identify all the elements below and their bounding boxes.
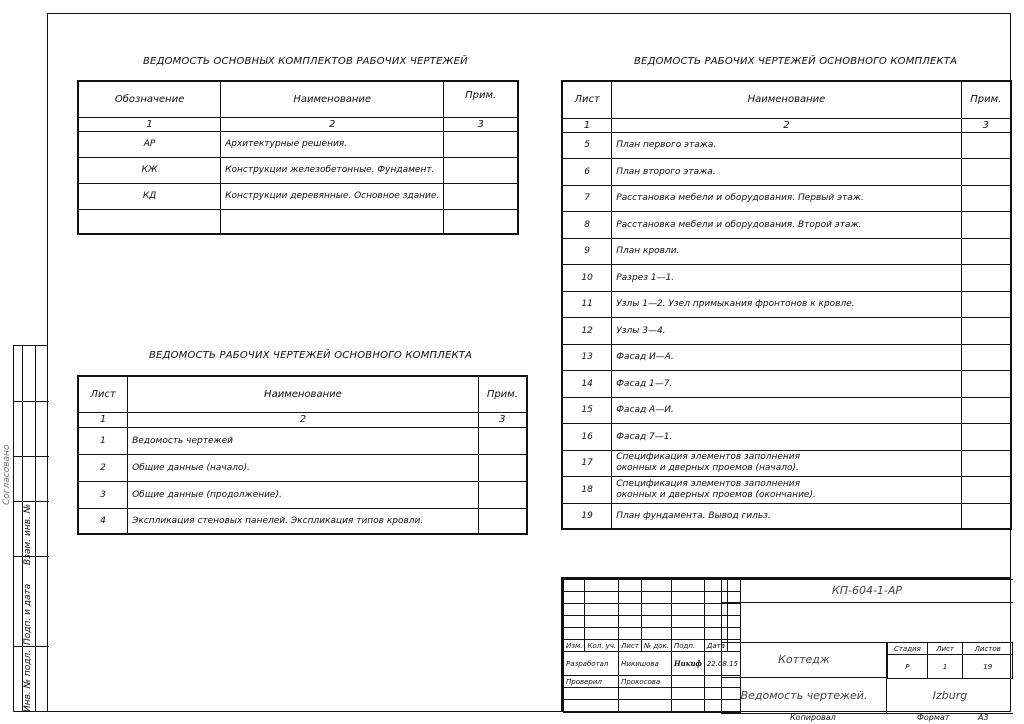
name-cell: Архитектурные решения. xyxy=(221,131,444,157)
sheet-name-cell: Разрез 1—1. xyxy=(612,265,961,292)
sheet-number-cell: 14 xyxy=(562,371,612,398)
vzam-inv-label: Взам. инв. № xyxy=(23,503,33,565)
table-row xyxy=(78,427,527,454)
header-sheet: Лист xyxy=(78,376,128,412)
table-row xyxy=(562,212,1011,239)
object-name: Коттедж xyxy=(778,653,830,666)
note-cell xyxy=(961,238,1011,265)
list-label: Лист xyxy=(927,643,963,655)
title-block xyxy=(561,577,1011,712)
name-cell xyxy=(221,209,444,234)
soglasovano-label: Согласовано xyxy=(2,444,12,505)
name-developer: Никишова xyxy=(619,652,672,676)
table-row xyxy=(562,344,1011,371)
designation-cell: КЖ xyxy=(78,157,221,183)
note-cell xyxy=(961,132,1011,159)
sheet-name-cell: Общие данные (начало). xyxy=(128,454,479,481)
note-cell xyxy=(444,131,518,157)
format-value: А3 xyxy=(978,713,989,722)
note-cell xyxy=(961,318,1011,345)
col-dok-label: № док. xyxy=(641,640,671,652)
sheet-name-cell: Фасад И—А. xyxy=(612,344,961,371)
note-cell xyxy=(961,450,1011,477)
column-number: 3 xyxy=(961,118,1011,132)
sheet-number-cell: 2 xyxy=(78,454,128,481)
column-number: 1 xyxy=(78,117,221,131)
sheet-number-cell: 7 xyxy=(562,185,612,212)
sheets-right-table-title: ВЕДОМОСТЬ РАБОЧИХ ЧЕРТЕЖЕЙ ОСНОВНОГО КОМПЛЕКТА xyxy=(634,56,958,67)
sheet-name-cell: Расстановка мебели и оборудования. Второй этаж. xyxy=(612,212,961,239)
table-row xyxy=(562,450,1011,477)
column-number: 2 xyxy=(612,118,961,132)
sheet-name-cell: Узлы 1—2. Узел примыкания фронтонов к кровле. xyxy=(612,291,961,318)
stadiya-label: Стадия xyxy=(888,643,928,655)
table-row xyxy=(78,157,518,183)
note-cell xyxy=(478,508,527,534)
sheet-number-cell: 6 xyxy=(562,159,612,186)
designation-cell: АР xyxy=(78,131,221,157)
header-note: Прим. xyxy=(444,81,518,117)
name-checker: Прокосова xyxy=(619,676,672,688)
company-name: Izburg xyxy=(932,689,968,702)
table-row xyxy=(562,265,1011,292)
table-row xyxy=(562,424,1011,451)
sets-table-title: ВЕДОМОСТЬ ОСНОВНЫХ КОМПЛЕКТОВ РАБОЧИХ ЧЕРТЕЖЕЙ xyxy=(143,56,468,67)
header-sheet: Лист xyxy=(562,81,612,118)
note-cell xyxy=(961,397,1011,424)
table-row xyxy=(562,477,1011,504)
role-checker: Проверил xyxy=(564,676,619,688)
document-code: КП-604-1-АР xyxy=(831,584,903,597)
column-number: 3 xyxy=(444,117,518,131)
table-row xyxy=(562,132,1011,159)
sheets-left-table xyxy=(77,375,528,535)
col-kol-label: Кол. уч. xyxy=(585,640,619,652)
header-note: Прим. xyxy=(961,81,1011,118)
header-note: Прим. xyxy=(478,376,527,412)
podp-data-label: Подп. и дата xyxy=(23,583,33,645)
table-row xyxy=(562,159,1011,186)
col-izm-label: Изм. xyxy=(564,640,585,652)
sheet-name-cell: Общие данные (продолжение). xyxy=(128,481,479,508)
sheet-number-cell: 3 xyxy=(78,481,128,508)
sheet-number-cell: 17 xyxy=(562,450,612,477)
col-data-label: Дата xyxy=(704,640,727,652)
sheet-name-cell: Фасад А—И. xyxy=(612,397,961,424)
sheet-number-cell: 11 xyxy=(562,291,612,318)
header-name: Наименование xyxy=(612,81,961,118)
note-cell xyxy=(961,159,1011,186)
header-name: Наименование xyxy=(221,81,444,117)
role-developer: Разработал xyxy=(564,652,619,676)
header-designation: Обозначение xyxy=(78,81,221,117)
note-cell xyxy=(961,291,1011,318)
sheet-name-cell: Фасад 1—7. xyxy=(612,371,961,398)
format-label: Формат xyxy=(917,713,950,722)
column-number: 3 xyxy=(478,412,527,427)
col-podp-label: Подп. xyxy=(672,640,705,652)
table-row xyxy=(562,371,1011,398)
sheet-name-cell: Фасад 7—1. xyxy=(612,424,961,451)
sheet-name-cell: Спецификация элементов заполнения оконных и дверных проемов (начало). xyxy=(612,450,961,477)
note-cell xyxy=(444,183,518,209)
sheet-name-cell: Ведомость чертежей xyxy=(128,427,479,454)
column-number: 1 xyxy=(562,118,612,132)
sheet-name-cell: План фундамента. Вывод гильз. xyxy=(612,503,961,529)
note-cell xyxy=(961,371,1011,398)
note-cell xyxy=(961,503,1011,529)
inv-podl-label: Инв. № подл. xyxy=(23,649,33,712)
sheet-number-cell: 19 xyxy=(562,503,612,529)
table-row xyxy=(78,131,518,157)
listov-label: Листов xyxy=(963,643,1013,655)
name-cell: Конструкции железобетонные. Фундамент. xyxy=(221,157,444,183)
sheet-name-cell: План первого этажа. xyxy=(612,132,961,159)
column-number: 1 xyxy=(78,412,128,427)
sheets-right-table xyxy=(561,80,1012,530)
sheet-title: Ведомость чертежей. xyxy=(740,689,868,702)
table-row xyxy=(78,508,527,534)
table-row xyxy=(562,318,1011,345)
table-row xyxy=(78,183,518,209)
kopiroval-label: Копировал xyxy=(790,713,836,722)
sheet-name-cell: Экспликация стеновых панелей. Экспликация типов кровли. xyxy=(128,508,479,534)
table-row xyxy=(562,238,1011,265)
sets-table xyxy=(77,80,519,235)
column-number: 2 xyxy=(221,117,444,131)
sheet-number-cell: 15 xyxy=(562,397,612,424)
list-value: 1 xyxy=(927,655,963,679)
date-developer: 22.08.15 xyxy=(704,652,740,676)
sheet-number-cell: 18 xyxy=(562,477,612,504)
sheet-name-cell: План кровли. xyxy=(612,238,961,265)
signature: Никиф xyxy=(672,652,705,676)
note-cell xyxy=(478,481,527,508)
sheet-number-cell: 16 xyxy=(562,424,612,451)
name-cell: Конструкции деревянные. Основное здание. xyxy=(221,183,444,209)
note-cell xyxy=(961,265,1011,292)
sheet-name-cell: Расстановка мебели и оборудования. Первый этаж. xyxy=(612,185,961,212)
designation-cell xyxy=(78,209,221,234)
sheet-number-cell: 13 xyxy=(562,344,612,371)
note-cell xyxy=(961,424,1011,451)
table-row xyxy=(78,481,527,508)
table-row xyxy=(562,503,1011,529)
note-cell xyxy=(961,477,1011,504)
sheet-number-cell: 1 xyxy=(78,427,128,454)
table-row xyxy=(562,291,1011,318)
sheet-number-cell: 9 xyxy=(562,238,612,265)
listov-value: 19 xyxy=(963,655,1013,679)
note-cell xyxy=(478,454,527,481)
stadiya-value: Р xyxy=(888,655,928,679)
note-cell xyxy=(478,427,527,454)
column-number: 2 xyxy=(128,412,479,427)
note-cell xyxy=(961,185,1011,212)
frame-top-border xyxy=(47,13,1011,14)
col-list-label: Лист xyxy=(619,640,642,652)
table-row xyxy=(78,454,527,481)
sheet-number-cell: 12 xyxy=(562,318,612,345)
designation-cell: КД xyxy=(78,183,221,209)
note-cell xyxy=(961,212,1011,239)
header-name: Наименование xyxy=(128,376,479,412)
table-row xyxy=(78,209,518,234)
note-cell xyxy=(444,157,518,183)
sheets-left-table-title: ВЕДОМОСТЬ РАБОЧИХ ЧЕРТЕЖЕЙ ОСНОВНОГО КОМПЛЕКТА xyxy=(149,350,473,361)
sheet-name-cell: Спецификация элементов заполнения оконных и дверных проемов (окончание). xyxy=(612,477,961,504)
table-row xyxy=(562,185,1011,212)
note-cell xyxy=(444,209,518,234)
sheet-name-cell: Узлы 3—4. xyxy=(612,318,961,345)
sheet-number-cell: 5 xyxy=(562,132,612,159)
sheet-number-cell: 8 xyxy=(562,212,612,239)
sheet-number-cell: 10 xyxy=(562,265,612,292)
table-row xyxy=(562,397,1011,424)
sheet-name-cell: План второго этажа. xyxy=(612,159,961,186)
note-cell xyxy=(961,344,1011,371)
sheet-number-cell: 4 xyxy=(78,508,128,534)
